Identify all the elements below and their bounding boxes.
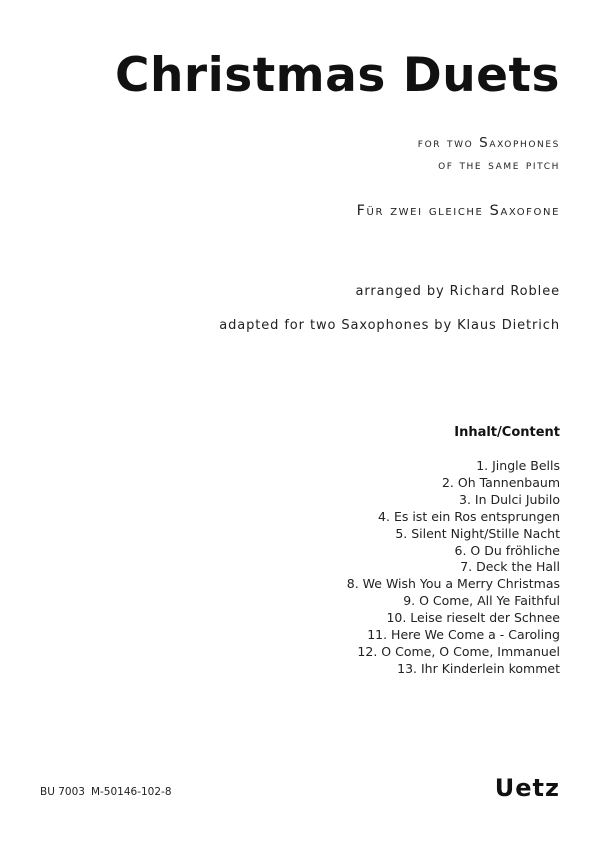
list-item: 5. Silent Night/Stille Nacht [395,525,560,541]
list-item: 1. Jingle Bells [476,458,560,473]
subtitle-english-line-1: for two Saxophones [417,135,560,151]
list-item: 4. Es ist ein Ros entsprungen [378,508,560,524]
list-item: 6. O Du fröhliche [454,542,560,558]
page-title: Christmas Duets [114,48,560,103]
publisher-logo: Uetz [494,774,560,802]
list-item: 7. Deck the Hall [460,559,560,575]
adapter-credit: adapted for two Saxophones by Klaus Dietrich [219,318,560,333]
contents-heading: Inhalt/Content [454,425,560,440]
subtitle-english-line-2: of the same pitch [438,157,560,173]
catalog-number: BU 7003 [40,786,85,798]
subtitle-german: Für zwei gleiche Saxofone [356,203,560,219]
list-item: 3. In Dulci Jubilo [459,491,560,507]
arranger-credit: arranged by Richard Roblee [355,284,560,299]
ismn-number: M-50146-102-8 [90,786,172,798]
list-item: 2. Oh Tannenbaum [441,474,560,490]
list-item: 9. O Come, All Ye Faithful [403,593,560,609]
list-item: 10. Leise rieselt der Schnee [386,610,560,626]
catalog-info [40,786,172,798]
list-item: 13. Ihr Kinderlein kommet [397,660,560,676]
list-item: 11. Here We Come a - Caroling [367,627,560,643]
list-item: 8. We Wish You a Merry Christmas [346,576,560,592]
list-item: 12. O Come, O Come, Immanuel [357,643,560,659]
contents-list [347,458,560,678]
